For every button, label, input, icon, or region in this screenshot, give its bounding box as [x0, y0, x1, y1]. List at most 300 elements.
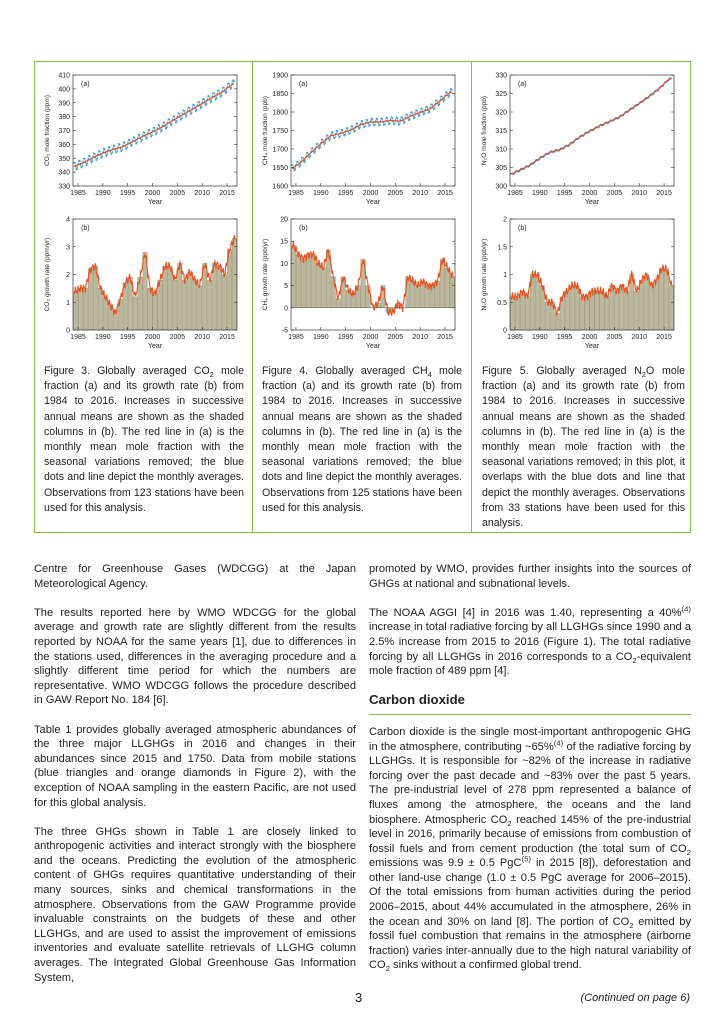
monthly-average-dot — [176, 120, 178, 122]
monthly-average-dot — [193, 104, 195, 106]
monthly-average-dot — [379, 124, 381, 126]
x-axis-title: Year — [365, 199, 381, 206]
monthly-average-line — [74, 80, 234, 169]
monthly-average-dot — [292, 164, 294, 166]
growth-bar — [93, 266, 97, 330]
growth-bar — [222, 275, 226, 331]
monthly-average-dot — [198, 101, 200, 103]
monthly-average-dot — [436, 100, 438, 102]
growth-bar — [336, 299, 340, 308]
monthly-average-dot — [191, 112, 193, 114]
y-tick-label: 1600 — [272, 183, 288, 191]
y-tick-label: 0 — [503, 327, 507, 335]
monthly-average-dot — [181, 117, 183, 119]
x-axis-title: Year — [147, 343, 163, 350]
growth-bar — [198, 286, 202, 330]
y-tick-label: 10 — [280, 260, 288, 268]
x-tick-label: 2010 — [412, 334, 429, 341]
monthly-average-dot — [362, 121, 364, 123]
monthly-average-dot — [401, 117, 403, 119]
monthly-average-dot — [134, 137, 136, 139]
y-tick-label: 3 — [66, 244, 70, 252]
monthly-average-dot — [226, 91, 228, 93]
figure-panel-box — [34, 61, 691, 533]
growth-bar — [148, 288, 152, 330]
growth-bar — [73, 291, 77, 330]
y-tick-label: 410 — [58, 72, 70, 80]
y-tick-label: 390 — [58, 100, 70, 108]
y-tick-label: -5 — [281, 327, 288, 335]
x-tick-label: 1990 — [95, 334, 111, 341]
growth-bar — [659, 269, 663, 330]
growth-bar — [168, 266, 172, 330]
growth-bar — [331, 277, 335, 308]
x-tick-label: 1985 — [70, 190, 86, 197]
growth-bar — [620, 286, 624, 330]
monthly-average-dot — [221, 95, 223, 97]
deseasonalized-mean-line — [292, 92, 452, 168]
y-axis-title: CO₂ growth rate (ppm/yr) — [44, 237, 51, 312]
monthly-average-dot — [416, 110, 418, 112]
growth-bar — [625, 291, 629, 330]
growth-bar — [301, 259, 305, 308]
y-tick-label: 1 — [503, 272, 507, 279]
monthly-average-dot — [332, 132, 334, 134]
x-tick-label: 2010 — [194, 334, 211, 341]
monthly-average-dot — [312, 147, 314, 149]
monthly-average-dot — [131, 144, 133, 146]
growth-bar — [669, 286, 673, 330]
monthly-average-dot — [203, 98, 205, 100]
x-tick-label: 2010 — [631, 334, 648, 341]
monthly-average-dot — [317, 143, 319, 145]
growth-bar — [153, 294, 157, 330]
monthly-average-dot — [347, 128, 349, 130]
monthly-average-dot — [163, 122, 165, 124]
growth-bar — [316, 263, 320, 307]
monthly-average-dot — [297, 161, 299, 163]
monthly-average-dot — [409, 118, 411, 120]
x-tick-label: 1990 — [532, 334, 548, 341]
growth-bar — [520, 291, 524, 330]
x-tick-label: 2015 — [219, 334, 235, 341]
monthly-average-dot — [106, 154, 108, 156]
x-tick-label: 1995 — [556, 190, 573, 197]
monthly-average-dot — [384, 123, 386, 125]
growth-bar — [525, 297, 529, 330]
monthly-average-dot — [84, 158, 86, 160]
monthly-average-dot — [318, 148, 320, 150]
monthly-average-dot — [359, 127, 361, 129]
monthly-average-dot — [307, 152, 309, 154]
y-tick-label: 2 — [503, 216, 507, 224]
x-tick-label: 2000 — [362, 334, 379, 341]
co2-mole-fraction-chart — [35, 68, 251, 213]
monthly-average-dot — [424, 113, 426, 115]
monthly-average-dot — [126, 147, 128, 149]
monthly-average-dot — [124, 142, 126, 144]
paragraph: Table 1 provides globally averaged atmospheric abundances of the three major LLGHGs in 2016 and changes in their abundances since 2015 and 1750. Data from mobile stations (blue triangles and orange diamonds in Figure 2), with the exception of NOAA sampling in the eastern Pacific, are not used for this global analysis. — [34, 723, 356, 809]
x-tick-label: 1985 — [507, 334, 523, 341]
growth-bar — [113, 313, 117, 330]
x-tick-label: 2010 — [412, 190, 429, 197]
y-tick-label: 310 — [495, 146, 507, 154]
growth-bar — [123, 283, 127, 330]
y-tick-label: 15 — [280, 238, 288, 246]
growth-bar — [649, 286, 653, 330]
x-axis-title: Year — [584, 199, 600, 206]
monthly-average-dot — [369, 124, 371, 126]
panel-label: (b) — [299, 225, 308, 232]
x-tick-label: 1995 — [337, 334, 354, 341]
growth-bar — [311, 255, 315, 308]
n2o-mole-fraction-chart — [472, 68, 688, 213]
monthly-average-dot — [173, 116, 175, 118]
monthly-average-dot — [349, 132, 351, 134]
monthly-average-dot — [391, 117, 393, 119]
continued-note: (Continued on page 6) — [580, 992, 690, 1004]
monthly-average-dot — [183, 110, 185, 112]
monthly-average-dot — [231, 87, 233, 89]
x-tick-label: 1985 — [70, 334, 86, 341]
figure-3-caption: Figure 3. Globally averaged $CO_2$ mole fraction (a) and its growth rate (b) from 1984 to 2016. Increases in successive annual means are shown as the shaded columns in (b). The red line in (a) is the monthly mean mole fraction with the seasonal variations removed; the blue dots and line depict the monthly averages. Observations from 123 stations have been used for this analysis. — [44, 365, 244, 514]
y-tick-label: 1650 — [272, 165, 288, 172]
monthly-average-dot — [451, 89, 453, 91]
monthly-average-dot — [327, 135, 329, 137]
y-tick-label: 300 — [495, 183, 507, 191]
monthly-average-dot — [322, 139, 324, 141]
y-axis-title: CH₄ growth rate (ppb/yr) — [262, 238, 269, 311]
x-tick-label: 2005 — [169, 190, 186, 197]
monthly-average-dot — [230, 89, 232, 91]
y-tick-label: 325 — [495, 91, 507, 98]
monthly-average-dot — [146, 137, 148, 139]
x-tick-label: 1995 — [119, 190, 136, 197]
monthly-average-dot — [396, 117, 398, 119]
monthly-average-dot — [371, 118, 373, 120]
growth-bar — [450, 277, 454, 308]
growth-bar — [570, 286, 574, 330]
monthly-average-dot — [429, 111, 431, 113]
y-tick-label: 4 — [66, 216, 70, 224]
monthly-average-dot — [411, 112, 413, 114]
x-tick-label: 2000 — [581, 334, 598, 341]
monthly-average-dot — [141, 139, 143, 141]
monthly-average-dot — [218, 90, 220, 92]
n2o-growth-rate-chart — [472, 212, 688, 357]
growth-bar — [595, 291, 599, 330]
y-tick-label: 1700 — [272, 146, 288, 154]
growth-bar — [158, 280, 162, 330]
x-axis-title: Year — [147, 199, 163, 206]
growth-bar — [351, 294, 355, 307]
monthly-average-dot — [448, 96, 450, 98]
panel-label: (b) — [81, 225, 90, 232]
monthly-average-dot — [354, 130, 356, 132]
monthly-average-dot — [116, 151, 118, 153]
x-tick-label: 1985 — [288, 190, 304, 197]
x-tick-label: 2010 — [194, 190, 211, 197]
monthly-average-dot — [299, 165, 301, 167]
monthly-average-dot — [421, 108, 423, 110]
y-tick-label: 1 — [66, 299, 70, 307]
x-tick-label: 2015 — [656, 190, 672, 197]
growth-bar — [640, 280, 644, 330]
growth-bar — [664, 269, 668, 330]
monthly-average-dot — [406, 114, 408, 116]
x-axis-title: Year — [584, 343, 600, 350]
panel-label: (a) — [81, 81, 90, 88]
monthly-average-dot — [223, 87, 225, 89]
right-column — [369, 562, 691, 988]
co2-growth-rate-chart — [35, 212, 251, 357]
monthly-average-dot — [329, 138, 331, 140]
monthly-average-dot — [171, 123, 173, 125]
monthly-average-dot — [96, 158, 98, 160]
growth-bar — [83, 288, 87, 330]
monthly-average-dot — [99, 151, 101, 153]
growth-bar — [425, 286, 429, 308]
monthly-average-dot — [149, 129, 151, 131]
panel-label: (a) — [299, 81, 308, 88]
y-tick-label: 0.5 — [497, 299, 507, 307]
monthly-average-dot — [376, 118, 378, 120]
y-tick-label: 340 — [58, 169, 70, 177]
growth-bar — [321, 268, 325, 308]
monthly-average-dot — [81, 165, 83, 167]
monthly-average-dot — [404, 121, 406, 123]
x-axis-title: Year — [365, 343, 381, 350]
x-tick-label: 1990 — [313, 334, 329, 341]
y-tick-label: 2 — [66, 272, 70, 279]
monthly-average-dot — [74, 162, 76, 164]
growth-bar — [416, 286, 420, 308]
monthly-average-dot — [186, 115, 188, 117]
monthly-average-dot — [156, 132, 158, 134]
x-tick-label: 1985 — [507, 190, 523, 197]
x-tick-label: 2000 — [581, 190, 598, 197]
x-tick-label: 2005 — [387, 334, 404, 341]
growth-bar — [545, 302, 549, 330]
growth-bar — [580, 297, 584, 330]
monthly-average-dot — [304, 162, 306, 164]
y-tick-label: 315 — [495, 128, 507, 135]
y-axis-title: N₂O growth rate (ppb/yr) — [481, 238, 488, 311]
monthly-average-dot — [94, 153, 96, 155]
growth-bar — [212, 263, 216, 330]
monthly-average-dot — [394, 123, 396, 125]
x-tick-label: 2005 — [606, 334, 623, 341]
paragraph: promoted by WMO, provides further insights into the sources of GHGs at national and subnational levels. — [369, 563, 691, 590]
monthly-average-dot — [431, 104, 433, 106]
y-tick-label: 1750 — [272, 128, 288, 135]
monthly-average-line — [292, 89, 452, 171]
y-tick-label: 0 — [284, 305, 288, 313]
growth-bar — [217, 266, 221, 330]
y-tick-label: 400 — [58, 86, 70, 94]
monthly-average-dot — [136, 142, 138, 144]
growth-bar — [635, 291, 639, 330]
monthly-average-dot — [389, 123, 391, 125]
x-tick-label: 1995 — [556, 334, 573, 341]
growth-bar — [644, 275, 648, 331]
monthly-average-dot — [352, 126, 354, 128]
monthly-average-dot — [91, 160, 93, 162]
growth-bar — [610, 286, 614, 330]
monthly-average-dot — [208, 95, 210, 97]
x-tick-label: 1990 — [95, 190, 111, 197]
growth-bar — [654, 280, 658, 330]
monthly-average-dot — [319, 146, 321, 148]
monthly-average-dot — [206, 103, 208, 105]
y-tick-label: 305 — [495, 165, 507, 172]
monthly-average-dot — [139, 134, 141, 136]
paragraph: The results reported here by WMO WDCGG for the global average and growth rate are slightly different from the results reported by NOAA for the same years [1], due to differences in the stations used, differences in the averaging procedure and a slightly different time period for which the numbers are representative. WMO WDCGG follows the procedure described in GAW Report No. 184 [6]. — [34, 606, 356, 707]
growth-bar — [515, 297, 519, 330]
ch4-growth-rate-chart — [253, 212, 469, 357]
growth-bar — [565, 291, 569, 330]
x-tick-label: 2000 — [144, 190, 161, 197]
y-axis-title: CH₄ mole fraction (ppb) — [262, 95, 269, 166]
monthly-average-dot — [334, 137, 336, 139]
monthly-average-dot — [302, 157, 304, 159]
x-tick-label: 2010 — [631, 190, 648, 197]
ch4-mole-fraction-chart — [253, 68, 469, 213]
growth-bar — [173, 280, 177, 330]
monthly-average-dot — [188, 107, 190, 109]
x-tick-label: 1995 — [119, 334, 136, 341]
growth-bar — [193, 280, 197, 330]
monthly-average-dot — [414, 116, 416, 118]
y-tick-label: 380 — [58, 114, 70, 122]
monthly-average-dot — [201, 106, 203, 108]
monthly-average-dot — [374, 124, 376, 126]
growth-bar — [138, 277, 142, 330]
monthly-average-dot — [439, 103, 441, 105]
monthly-average-dot — [324, 142, 326, 144]
growth-bar — [163, 266, 167, 330]
x-tick-label: 2005 — [606, 190, 623, 197]
monthly-average-dot — [339, 136, 341, 138]
growth-bar — [133, 297, 137, 330]
monthly-average-dot — [114, 145, 116, 147]
x-tick-label: 2015 — [437, 334, 453, 341]
monthly-average-dot — [168, 119, 170, 121]
growth-bar — [103, 297, 107, 330]
growth-bar — [188, 272, 192, 330]
growth-bar — [555, 313, 559, 330]
y-tick-label: 1850 — [272, 91, 288, 98]
y-tick-label: 1.5 — [497, 244, 507, 252]
y-tick-label: 320 — [495, 109, 507, 117]
monthly-average-dot — [104, 148, 106, 150]
paragraph: The three GHGs shown in Table 1 are closely linked to anthropogenic activities and interact strongly with the biosphere and the oceans. Predicting the evolution of the atmospheric content of GHGs requires quantitative understanding of their many sources, sinks and chemical transformations in the atmosphere. Observations from the GAW Programme provide invaluable constraints on the budgets of these and other LLGHGs, and are used to assist the improvement of emissions inventories and evaluate satellite retrievals of LLGHG column averages. The Integrated Global Greenhouse Gas Information System, — [34, 825, 356, 984]
monthly-average-dot — [444, 99, 446, 101]
monthly-average-dot — [386, 117, 388, 119]
monthly-average-dot — [381, 118, 383, 120]
figure-5-caption: Figure 5. Globally averaged $N_2O$ mole fraction (a) and its growth rate (b) from 1984 to 2016. Increases in successive annual means are shown as the shaded columns in (b). The red line in (a) is the monthly mean mole fraction with the seasonal variations removed; in this plot, it overlaps with the blue dots and line that depict the monthly averages. Observations from 33 stations have been used for this analysis. — [482, 365, 685, 530]
x-tick-label: 1990 — [532, 190, 548, 197]
monthly-average-dot — [166, 126, 168, 128]
y-tick-label: 1900 — [272, 72, 288, 80]
y-axis-title: N₂O mole fraction (ppb) — [481, 95, 488, 166]
monthly-average-dot — [79, 160, 81, 162]
monthly-average-dot — [109, 147, 111, 149]
monthly-average-dot — [367, 119, 369, 121]
panel-label: (a) — [518, 81, 527, 88]
monthly-average-dot — [153, 127, 155, 129]
growth-bar — [296, 255, 300, 308]
x-tick-label: 1985 — [288, 334, 304, 341]
monthly-average-dot — [86, 163, 88, 165]
growth-bar — [605, 297, 609, 330]
monthly-average-dot — [119, 144, 121, 146]
monthly-average-dot — [89, 156, 91, 158]
monthly-average-dot — [344, 134, 346, 136]
growth-bar — [183, 280, 187, 330]
growth-bar — [203, 263, 207, 330]
monthly-average-dot — [211, 100, 213, 102]
growth-bar — [207, 280, 211, 330]
growth-bar — [615, 291, 619, 330]
left-column — [34, 562, 356, 1000]
monthly-average-dot — [357, 123, 359, 125]
x-tick-label: 1995 — [337, 190, 354, 197]
growth-bar — [600, 291, 604, 330]
monthly-average-dot — [342, 129, 344, 131]
x-tick-label: 2015 — [219, 190, 235, 197]
paragraph: The NOAA AGGI [4] in 2016 was 1.40, representing a 40%$^{(4)}$ increase in total radiative forcing by all LLGHGs since 1990 and a 2.5% increase from 2015 to 2016 (Figure 1). The total radiative forcing by all LLGHGs in 2016 corresponds to a $CO_2$-equivalent mole fraction of 489 ppm [4]. — [369, 604, 691, 678]
growth-bar — [306, 255, 310, 308]
x-tick-label: 2000 — [362, 190, 379, 197]
panel-label: (b) — [518, 225, 527, 232]
monthly-average-dot — [449, 95, 451, 97]
monthly-average-dot — [76, 167, 78, 169]
growth-bar — [232, 238, 236, 330]
x-tick-label: 2005 — [387, 190, 404, 197]
monthly-average-dot — [309, 157, 311, 159]
monthly-average-dot — [364, 125, 366, 127]
monthly-average-dot — [129, 139, 131, 141]
monthly-average-dot — [399, 123, 401, 125]
monthly-average-dot — [419, 115, 421, 117]
paragraph: Carbon dioxide is the single most-important anthropogenic GHG in the atmosphere, contributing ~65%$^{(4)}$ of the radiative forcing by LLGHGs. It is responsible for ~82% of the increase in radiative forcing over the past decade and ~83% over the past 5 years. The pre-industrial level of 278 ppm represented a balance of fluxes among the atmosphere, the oceans and the land biosphere. Atmospheric $CO_2$ reached 145% of the pre-industrial level in 2016, primarily because of emissions from combustion of fossil fuels and from cement production (the total sum of $CO_2$ emissions was 9.9 ± 0.5 PgC$^{(5)}$ in 2015 [8]), deforestation and other land-use change (1.0 ± 0.5 PgC average for 2006–2015). Of the total emissions from human activities during the period 2006–2015, about 44% accumulated in the atmosphere, 26% in the ocean and 30% on land [8]. The portion of $CO_2$ emitted by fossil fuel combustion that remains in the atmosphere (airborne fraction) varies inter-annually due to the high natural variability of $CO_2$ sinks without a confirmed global trend. — [369, 725, 691, 974]
monthly-average-dot — [158, 125, 160, 127]
monthly-average-dot — [434, 107, 436, 109]
monthly-average-dot — [111, 152, 113, 154]
monthly-average-dot — [441, 96, 443, 98]
monthly-average-dot — [228, 83, 230, 85]
growth-bar — [128, 277, 132, 330]
y-tick-label: 5 — [284, 283, 288, 291]
figure-4-caption: Figure 4. Globally averaged $CH_4$ mole fraction (a) and its growth rate (b) from 1984 to 2016. Increases in successive annual means are shown as the shaded columns in (b). The red line in (a) is the monthly mean mole fraction with the seasonal variations removed; the blue dots and line depict the monthly averages. Observations from 125 stations have been used for this analysis. — [262, 365, 463, 514]
growth-bar — [535, 275, 539, 331]
y-tick-label: 350 — [58, 155, 70, 163]
x-tick-label: 1990 — [313, 190, 329, 197]
page-number: 3 — [355, 990, 363, 1005]
section-heading: Carbon dioxide — [369, 693, 691, 715]
x-tick-label: 2000 — [144, 334, 161, 341]
monthly-average-dot — [216, 97, 218, 99]
monthly-average-dot — [337, 131, 339, 133]
monthly-average-dot — [294, 168, 296, 170]
growth-bar — [585, 297, 589, 330]
x-tick-label: 2005 — [169, 334, 186, 341]
monthly-average-dot — [426, 106, 428, 108]
monthly-average-dot — [314, 151, 316, 153]
y-tick-label: 20 — [280, 216, 288, 224]
plot-frame — [291, 75, 455, 186]
